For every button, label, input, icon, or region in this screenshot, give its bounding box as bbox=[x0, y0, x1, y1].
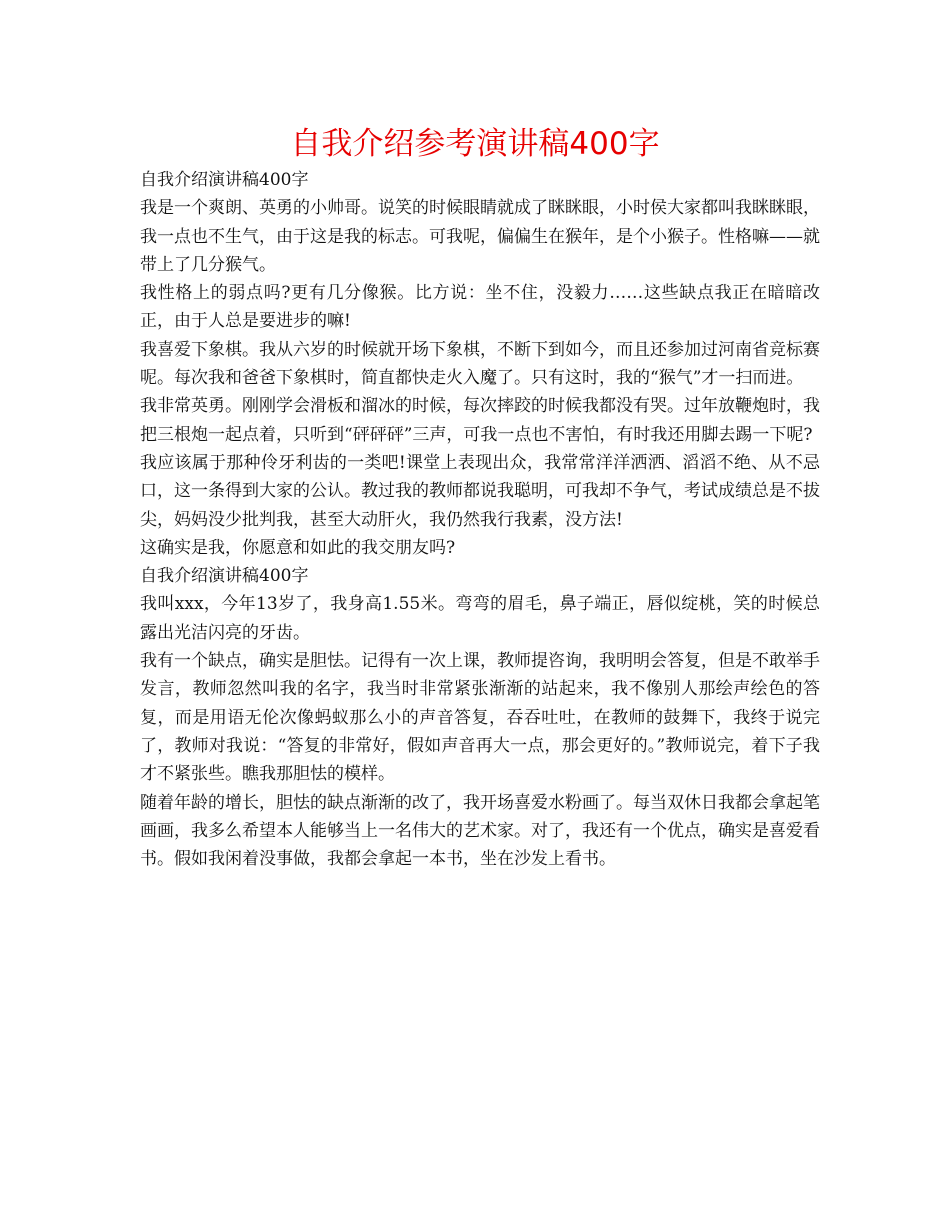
paragraph: 这确实是我，你愿意和如此的我交朋友吗? bbox=[140, 537, 456, 558]
paragraph: 我有一个缺点，确实是胆怯。记得有一次上课，教师提咨询，我明明会答复，但是不敢举手发言，教师忽然叫我的名字，我当时非常紧张渐渐的站起来，我不像别人那绘声绘色的答复，而是用语无伦次像蚂蚁那么小的声音答复，吞吞吐吐，在教师的鼓舞下，我终于说完了，教师对我说：“答复的非常好，假如声音再大一点，那会更好的。”教师说完，着下子我才不紧张些。瞧我那胆怯的模样。 bbox=[140, 651, 820, 785]
paragraph: 我应该属于那种伶牙利齿的一类吧!课堂上表现出众，我常常洋洋洒洒、滔滔不绝、从不忌口，这一条得到大家的公认。教过我的教师都说我聪明，可我却不争气，考试成绩总是不拔尖，妈妈没少批判我，甚至大动肝火，我仍然我行我素，没方法! bbox=[140, 452, 820, 530]
document-body bbox=[140, 166, 820, 873]
paragraph: 我叫xxx，今年13岁了，我身高1.55米。弯弯的眉毛，鼻子端正，唇似绽桃，笑的时候总露出光洁闪亮的牙齿。 bbox=[140, 594, 820, 643]
paragraph: 随着年龄的增长，胆怯的缺点渐渐的改了，我开场喜爱水粉画了。每当双休日我都会拿起笔画画，我多么希望本人能够当上一名伟大的艺术家。对了，我还有一个优点，确实是喜爱看书。假如我闲着没事做，我都会拿起一本书，坐在沙发上看书。 bbox=[140, 792, 820, 870]
section-heading-1: 自我介绍演讲稿400字 bbox=[140, 170, 309, 190]
paragraph: 我性格上的弱点吗?更有几分像猴。比方说：坐不住，没毅力……这些缺点我正在暗暗改正，由于人总是要进步的嘛! bbox=[140, 283, 820, 332]
section-heading-2: 自我介绍演讲稿400字 bbox=[140, 566, 309, 587]
document-title: 自我介绍参考演讲稿400字 bbox=[290, 126, 660, 162]
paragraph: 我喜爱下象棋。我从六岁的时候就开场下象棋，不断下到如今，而且还参加过河南省竞标赛呢。每次我和爸爸下象棋时，简直都快走火入魔了。只有这时，我的“猴气”才一扫而进。 bbox=[140, 339, 820, 389]
paragraph: 我是一个爽朗、英勇的小帅哥。说笑的时候眼睛就成了眯眯眼，小时侯大家都叫我眯眯眼，我一点也不生气，由于这是我的标志。可我呢，偏偏生在猴年，是个小猴子。性格嘛——就带上了几分猴气。 bbox=[140, 198, 820, 275]
paragraph: 我非常英勇。刚刚学会滑板和溜冰的时候，每次摔跤的时候我都没有哭。过年放鞭炮时，我把三根炮一起点着，只听到“砰砰砰”三声，可我一点也不害怕，有时我还用脚去踢一下呢? bbox=[140, 396, 820, 445]
